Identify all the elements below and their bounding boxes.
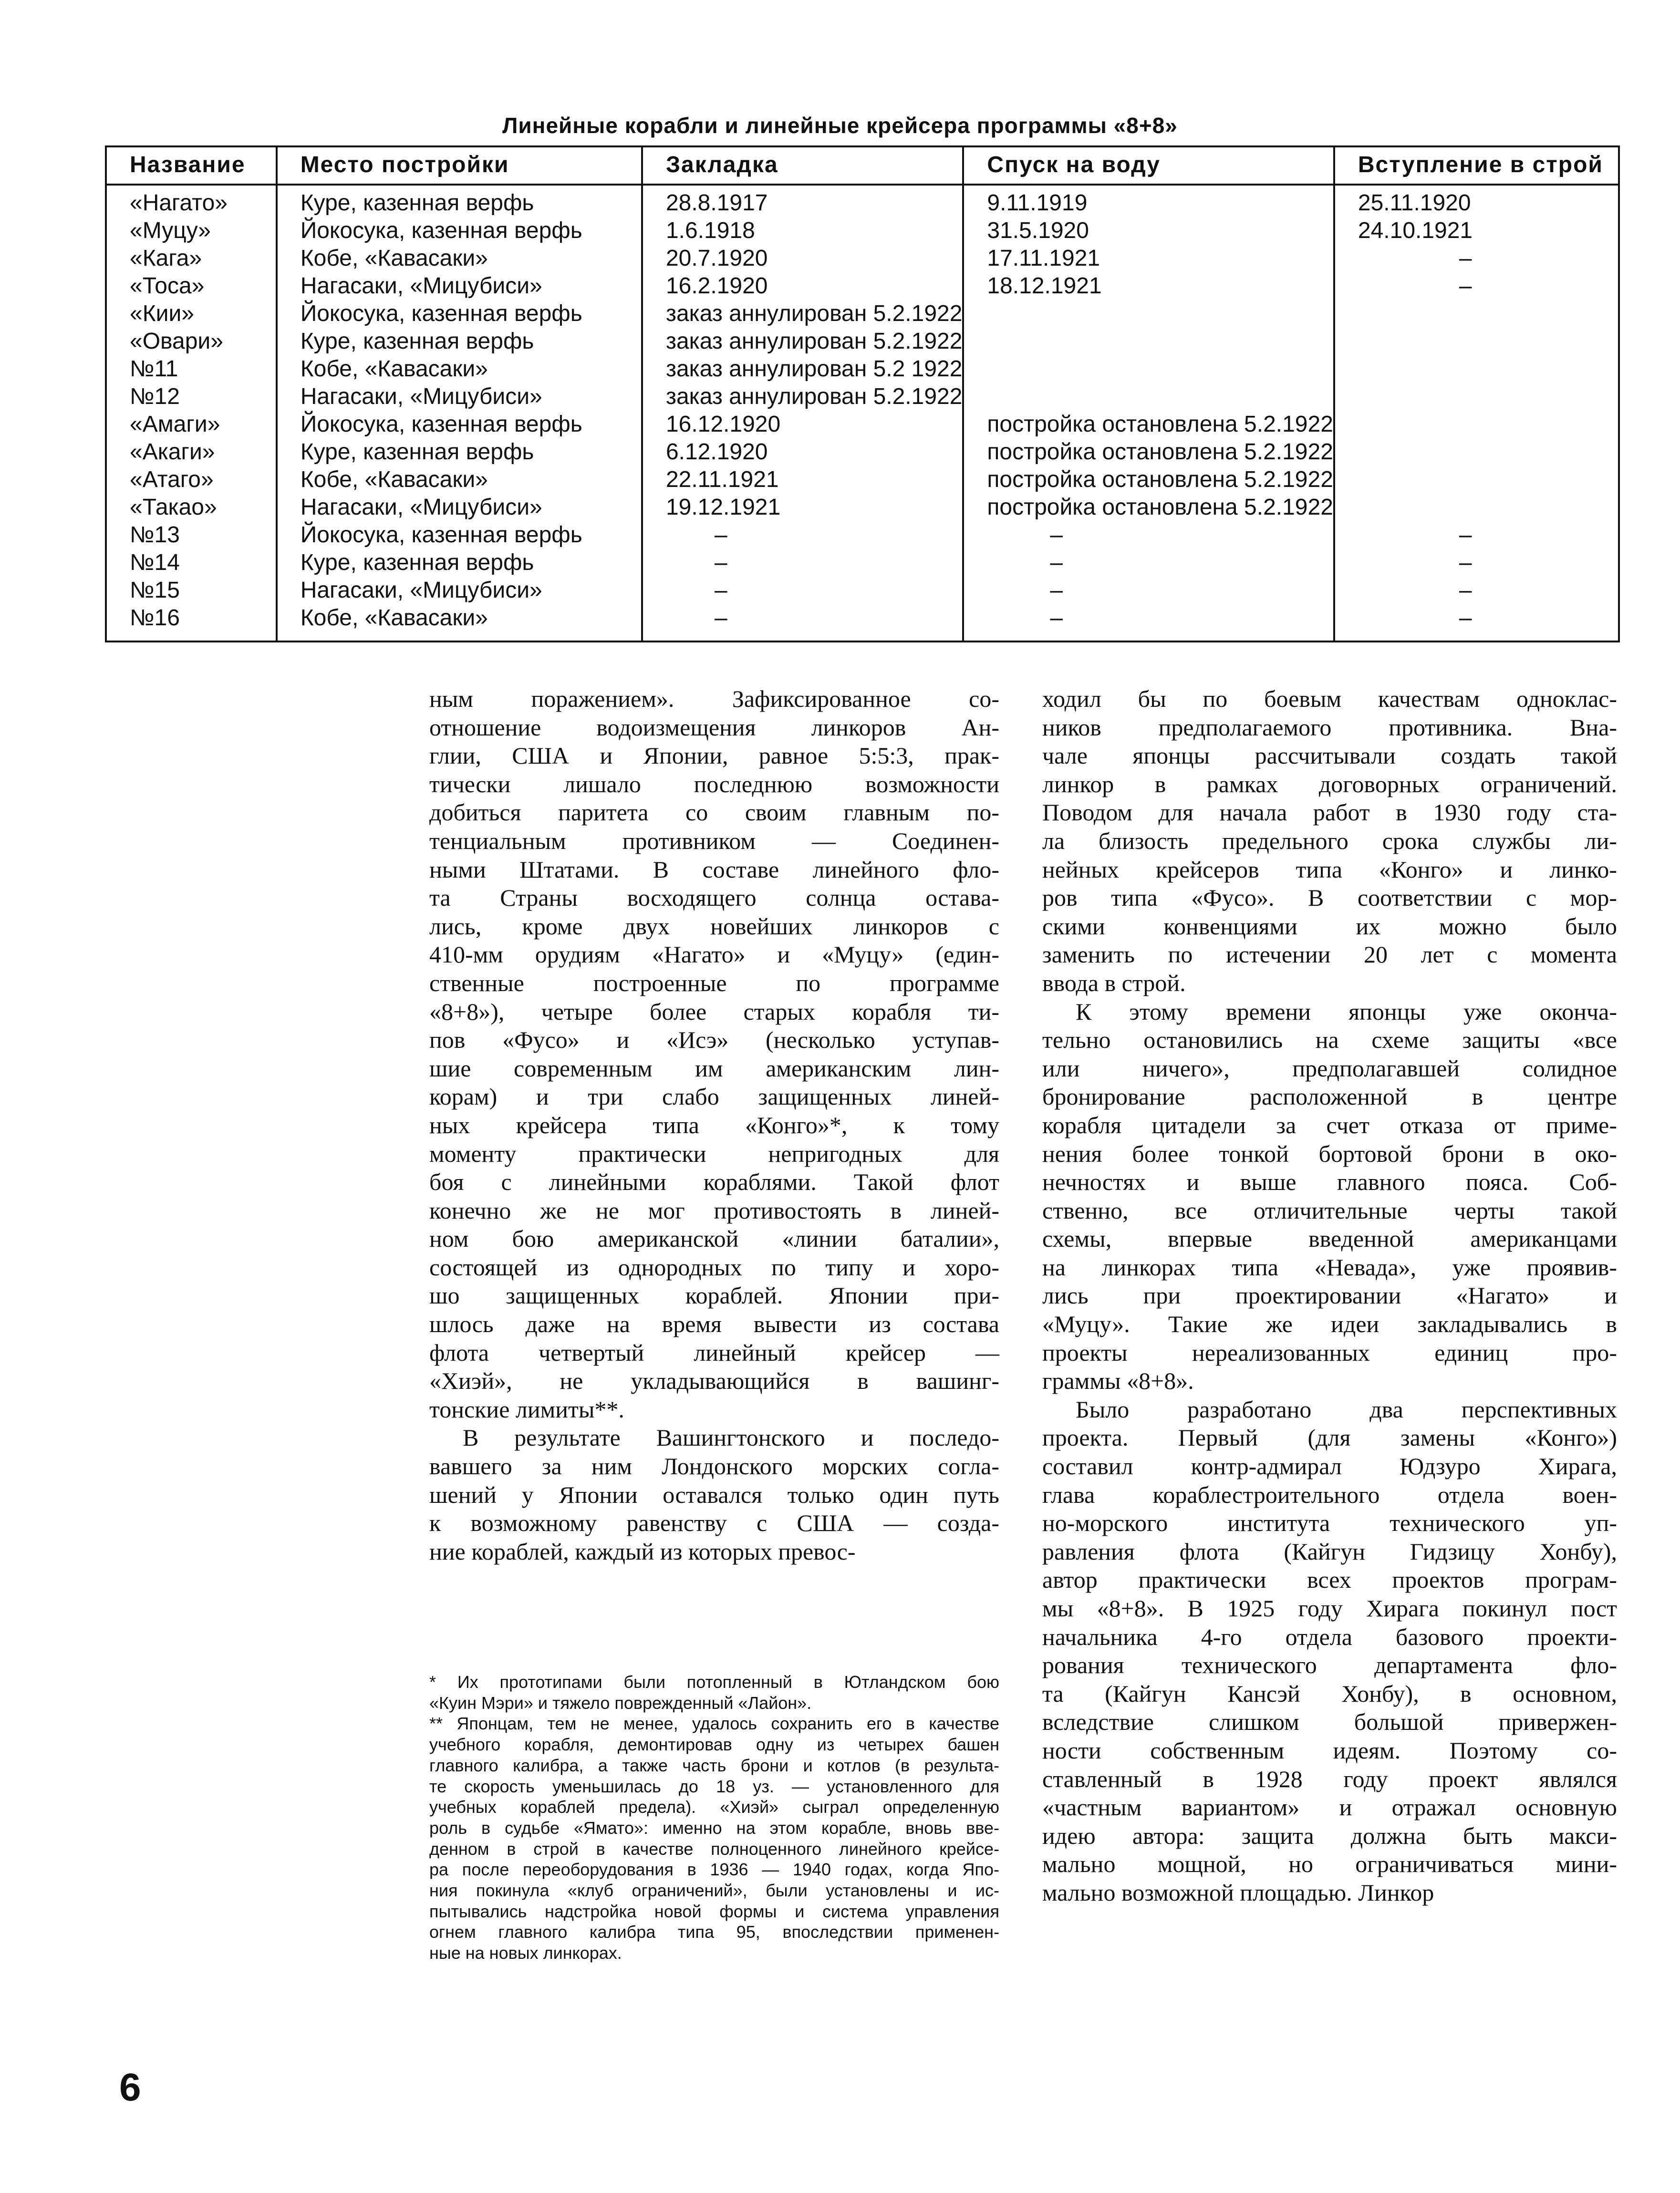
- cell-commissioned: [1334, 494, 1619, 521]
- text-line: шие современным им американским лин-: [429, 1055, 999, 1082]
- text-line: тельно остановились на схеме защиты «все: [1042, 1026, 1617, 1054]
- text-line: ников предполагаемого противника. Вна-: [1042, 714, 1617, 741]
- cell-launched: [963, 328, 1334, 355]
- ships-table: [105, 145, 1620, 642]
- cell-laid: 19.12.1921: [642, 494, 963, 521]
- table-row: [106, 245, 1619, 272]
- cell-commissioned: –: [1334, 521, 1619, 549]
- text-line: чале японцы рассчитывали создать такой: [1042, 742, 1617, 769]
- text-line: составил контр-адмирал Юдзуро Хирага,: [1042, 1453, 1617, 1480]
- cell-laid: 22.11.1921: [642, 466, 963, 494]
- cell-name: №16: [106, 604, 277, 641]
- cell-launched: –: [963, 521, 1334, 549]
- text-line: но-морского института технического уп-: [1042, 1510, 1617, 1537]
- cell-laid: 6.12.1920: [642, 438, 963, 466]
- text-line: или ничего», предполагавшей солидное: [1042, 1055, 1617, 1082]
- text-line: главного калибра, а также часть брони и котлов (в результа-: [429, 1755, 999, 1775]
- text-line: конечно же не мог противостоять в линей-: [429, 1197, 999, 1224]
- cell-commissioned: –: [1334, 549, 1619, 577]
- text-line: ния покинула «клуб ограничений», были установлены и ис-: [429, 1881, 999, 1901]
- text-line: начальника 4-го отдела базового проекти-: [1042, 1623, 1617, 1650]
- cell-laid: 1.6.1918: [642, 217, 963, 245]
- header-laid: Закладка: [642, 146, 963, 185]
- cell-launched: 18.12.1921: [963, 272, 1334, 300]
- cell-launched: постройка остановлена 5.2.1922: [963, 438, 1334, 466]
- text-line: ние кораблей, каждый из которых превос-: [429, 1538, 856, 1565]
- text-line: ставленный в 1928 году проект являлся: [1042, 1765, 1617, 1792]
- cell-launched: [963, 300, 1334, 328]
- cell-laid: –: [642, 549, 963, 577]
- text-line: проекты нереализованных единиц про-: [1042, 1339, 1617, 1366]
- text-line: ными Штатами. В составе линейного фло-: [429, 856, 999, 883]
- cell-launched: [963, 355, 1334, 383]
- cell-commissioned: [1334, 438, 1619, 466]
- cell-laid: заказ аннулирован 5.2.1922: [642, 328, 963, 355]
- cell-place: Йокосука, казенная верфь: [277, 217, 642, 245]
- table-row: [106, 272, 1619, 300]
- cell-place: Куре, казенная верфь: [277, 185, 642, 217]
- cell-name: №13: [106, 521, 277, 549]
- text-line: добиться паритета со своим главным по-: [429, 799, 999, 826]
- text-line: мально возможной площадью. Линкор: [1042, 1879, 1434, 1906]
- text-line: глава кораблестроительного отдела воен-: [1042, 1481, 1617, 1508]
- text-line: мы «8+8». В 1925 году Хирага покинул пост: [1042, 1595, 1617, 1622]
- text-line: К этому времени японцы уже оконча-: [1076, 998, 1617, 1025]
- text-line: ввода в строй.: [1042, 969, 1186, 996]
- cell-place: Кобе, «Кавасаки»: [277, 466, 642, 494]
- cell-laid: –: [642, 521, 963, 549]
- table-row: [106, 604, 1619, 641]
- cell-commissioned: –: [1334, 604, 1619, 641]
- text-line: глии, США и Японии, равное 5:5:3, прак-: [429, 742, 999, 769]
- cell-launched: 17.11.1921: [963, 245, 1334, 272]
- text-line: скими конвенциями их можно было: [1042, 912, 1617, 940]
- table-row: [106, 383, 1619, 411]
- text-line: нейных крейсеров типа «Конго» и линко-: [1042, 856, 1617, 883]
- text-line: отношение водоизмещения линкоров Ан-: [429, 714, 999, 741]
- table-row: [106, 355, 1619, 383]
- text-line: учебных кораблей предела). «Хиэй» сыграл определенную: [429, 1797, 999, 1817]
- text-line: проекта. Первый (для замены «Конго»): [1042, 1424, 1617, 1451]
- table-row: [106, 494, 1619, 521]
- text-line: нения более тонкой бортовой брони в око-: [1042, 1140, 1617, 1167]
- cell-commissioned: [1334, 383, 1619, 411]
- text-line: нечностях и выше главного пояса. Соб-: [1042, 1169, 1617, 1196]
- table-row: [106, 438, 1619, 466]
- page-number: 6: [119, 2066, 141, 2109]
- text-line: вавшего за ним Лондонского морских согла-: [429, 1453, 999, 1480]
- table-row: [106, 549, 1619, 577]
- text-line: шлось даже на время вывести из состава: [429, 1311, 999, 1338]
- cell-name: №14: [106, 549, 277, 577]
- cell-launched: постройка остановлена 5.2.1922: [963, 411, 1334, 438]
- cell-launched: [963, 383, 1334, 411]
- text-line: тически лишало последнюю возможности: [429, 770, 999, 797]
- text-line: Было разработано два перспективных: [1076, 1396, 1617, 1423]
- text-line: равления флота (Кайгун Гидзицу Хонбу),: [1042, 1538, 1617, 1565]
- text-line: ственно, все отличительные черты такой: [1042, 1197, 1617, 1224]
- cell-place: Нагасаки, «Мицубиси»: [277, 494, 642, 521]
- text-line: ра после переоборудования в 1936 — 1940 годах, когда Япо-: [429, 1860, 999, 1880]
- cell-name: «Муцу»: [106, 217, 277, 245]
- text-line: лись, кроме двух новейших линкоров с: [429, 912, 999, 940]
- text-line: «Хиэй», не укладывающийся в вашинг-: [429, 1367, 999, 1395]
- text-line: линкор в рамках договорных ограничений.: [1042, 770, 1617, 797]
- text-line: рования технического департамента фло-: [1042, 1652, 1617, 1679]
- text-line: денном в строй в качестве полноценного линейного крейсе-: [429, 1839, 999, 1859]
- text-line: ном бою американской «линии баталии»,: [429, 1225, 999, 1252]
- cell-laid: заказ аннулирован 5.2.1922: [642, 383, 963, 411]
- text-line: ров типа «Фусо». В соответствии с мор-: [1042, 884, 1617, 911]
- cell-laid: 16.12.1920: [642, 411, 963, 438]
- cell-laid: 28.8.1917: [642, 185, 963, 217]
- cell-laid: –: [642, 604, 963, 641]
- cell-place: Кобе, «Кавасаки»: [277, 245, 642, 272]
- text-line: ности собственным идеям. Поэтому со-: [1042, 1737, 1617, 1764]
- cell-name: «Атаго»: [106, 466, 277, 494]
- text-line: «частным вариантом» и отражал основную: [1042, 1794, 1617, 1821]
- text-line: 410-мм орудиям «Нагато» и «Муцу» (един-: [429, 941, 999, 968]
- cell-launched: –: [963, 549, 1334, 577]
- cell-name: №15: [106, 577, 277, 604]
- cell-place: Куре, казенная верфь: [277, 549, 642, 577]
- body-column-left: [429, 685, 999, 1566]
- text-line: тенциальным противником — Соединен-: [429, 827, 999, 854]
- text-line: пов «Фусо» и «Исэ» (несколько уступав-: [429, 1026, 999, 1054]
- cell-commissioned: [1334, 328, 1619, 355]
- text-line: ные на новых линкорах.: [429, 1943, 622, 1963]
- cell-name: «Такао»: [106, 494, 277, 521]
- text-line: ственные построенные по программе: [429, 969, 999, 996]
- text-line: ходил бы по боевым качествам одноклас-: [1042, 685, 1617, 712]
- text-line: граммы «8+8».: [1042, 1367, 1194, 1395]
- cell-commissioned: –: [1334, 577, 1619, 604]
- text-line: Поводом для начала работ в 1930 году ста-: [1042, 799, 1617, 826]
- text-line: та Страны восходящего солнца остава-: [429, 884, 999, 911]
- cell-place: Йокосука, казенная верфь: [277, 521, 642, 549]
- table-row: [106, 411, 1619, 438]
- cell-commissioned: [1334, 466, 1619, 494]
- cell-place: Нагасаки, «Мицубиси»: [277, 272, 642, 300]
- cell-name: «Акаги»: [106, 438, 277, 466]
- cell-launched: –: [963, 604, 1334, 641]
- cell-commissioned: 25.11.1920: [1334, 185, 1619, 217]
- cell-laid: заказ аннулирован 5.2.1922: [642, 300, 963, 328]
- text-line: идею автора: защита должна быть макси-: [1042, 1822, 1617, 1849]
- text-line: ла близость предельного срока службы ли-: [1042, 827, 1617, 854]
- text-line: ных крейсера типа «Конго»*, к тому: [429, 1111, 999, 1138]
- text-line: флота четвертый линейный крейсер —: [429, 1339, 999, 1366]
- cell-name: «Кага»: [106, 245, 277, 272]
- cell-name: «Нагато»: [106, 185, 277, 217]
- cell-place: Нагасаки, «Мицубиси»: [277, 577, 642, 604]
- text-line: заменить по истечении 20 лет с момента: [1042, 941, 1617, 968]
- header-commissioned: Вступление в строй: [1334, 146, 1619, 185]
- cell-name: «Тоса»: [106, 272, 277, 300]
- cell-commissioned: 24.10.1921: [1334, 217, 1619, 245]
- cell-commissioned: [1334, 355, 1619, 383]
- text-line: * Их прототипами были потопленный в Ютландском бою: [429, 1672, 999, 1692]
- cell-laid: заказ аннулирован 5.2 1922: [642, 355, 963, 383]
- text-line: корам) и три слабо защищенных линей-: [429, 1083, 999, 1110]
- cell-place: Куре, казенная верфь: [277, 438, 642, 466]
- table-caption: Линейные корабли и линейные крейсера программы «8+8»: [502, 113, 1178, 138]
- cell-laid: 16.2.1920: [642, 272, 963, 300]
- cell-place: Йокосука, казенная верфь: [277, 411, 642, 438]
- cell-place: Кобе, «Кавасаки»: [277, 355, 642, 383]
- text-line: схемы, впервые введенной американцами: [1042, 1225, 1617, 1252]
- text-line: к возможному равенству с США — созда-: [429, 1510, 999, 1537]
- cell-commissioned: [1334, 300, 1619, 328]
- header-name: Название: [106, 146, 277, 185]
- text-line: В результате Вашингтонского и последо-: [463, 1424, 999, 1451]
- footnotes: [429, 1672, 999, 1964]
- text-line: шений у Японии оставался только один путь: [429, 1481, 999, 1508]
- cell-commissioned: [1334, 411, 1619, 438]
- cell-commissioned: –: [1334, 272, 1619, 300]
- text-line: «8+8»), четыре более старых корабля ти-: [429, 998, 999, 1025]
- text-line: «Муцу». Такие же идеи закладывались в: [1042, 1311, 1617, 1338]
- table-row: [106, 185, 1619, 217]
- table-row: [106, 217, 1619, 245]
- table-row: [106, 577, 1619, 604]
- cell-name: «Амаги»: [106, 411, 277, 438]
- text-line: «Куин Мэри» и тяжело поврежденный «Лайон».: [429, 1693, 812, 1713]
- text-line: моменту практически непригодных для: [429, 1140, 999, 1167]
- cell-place: Йокосука, казенная верфь: [277, 300, 642, 328]
- text-line: лись при проектировании «Нагато» и: [1042, 1282, 1617, 1309]
- cell-commissioned: –: [1334, 245, 1619, 272]
- text-line: боя с линейными кораблями. Такой флот: [429, 1169, 999, 1196]
- text-line: бронирование расположенной в центре: [1042, 1083, 1617, 1110]
- text-line: огнем главного калибра типа 95, впоследствии применен-: [429, 1922, 999, 1942]
- text-line: шо защищенных кораблей. Японии при-: [429, 1282, 999, 1309]
- text-line: тонские лимиты**.: [429, 1396, 624, 1423]
- text-line: на линкорах типа «Невада», уже проявив-: [1042, 1253, 1617, 1281]
- text-line: ** Японцам, тем не менее, удалось сохранить его в качестве: [429, 1714, 999, 1734]
- cell-launched: 9.11.1919: [963, 185, 1334, 217]
- text-line: пытывались надстройка новой формы и система управления: [429, 1901, 999, 1921]
- text-line: учебного корабля, демонтировав одну из четырех башен: [429, 1735, 999, 1755]
- cell-laid: –: [642, 577, 963, 604]
- cell-place: Кобе, «Кавасаки»: [277, 604, 642, 641]
- table-row: [106, 466, 1619, 494]
- cell-launched: постройка остановлена 5.2.1922: [963, 494, 1334, 521]
- cell-name: «Овари»: [106, 328, 277, 355]
- cell-name: №11: [106, 355, 277, 383]
- cell-launched: 31.5.1920: [963, 217, 1334, 245]
- table-header-row: [106, 146, 1619, 185]
- text-line: мально мощной, но ограничиваться мини-: [1042, 1851, 1617, 1878]
- table-row: [106, 300, 1619, 328]
- text-line: корабля цитадели за счет отказа от приме-: [1042, 1111, 1617, 1138]
- text-line: та (Кайгун Кансэй Хонбу), в основном,: [1042, 1680, 1617, 1707]
- cell-launched: –: [963, 577, 1334, 604]
- text-line: вследствие слишком большой привержен-: [1042, 1708, 1617, 1736]
- header-place: Место постройки: [277, 146, 642, 185]
- cell-place: Нагасаки, «Мицубиси»: [277, 383, 642, 411]
- text-line: роль в судьбе «Ямато»: именно на этом корабле, вновь вве-: [429, 1818, 999, 1838]
- text-line: ным поражением». Зафиксированное со-: [429, 685, 999, 712]
- cell-launched: постройка остановлена 5.2.1922: [963, 466, 1334, 494]
- body-column-right: [1042, 685, 1617, 1907]
- text-line: те скорость уменьшилась до 18 уз. — установленного для: [429, 1776, 999, 1796]
- cell-name: «Кии»: [106, 300, 277, 328]
- header-launched: Спуск на воду: [963, 146, 1334, 185]
- cell-laid: 20.7.1920: [642, 245, 963, 272]
- cell-place: Куре, казенная верфь: [277, 328, 642, 355]
- cell-name: №12: [106, 383, 277, 411]
- text-line: состоящей из однородных по типу и хоро-: [429, 1253, 999, 1281]
- table-row: [106, 521, 1619, 549]
- table-row: [106, 328, 1619, 355]
- text-line: автор практически всех проектов програм-: [1042, 1566, 1617, 1593]
- table-body: [106, 185, 1619, 641]
